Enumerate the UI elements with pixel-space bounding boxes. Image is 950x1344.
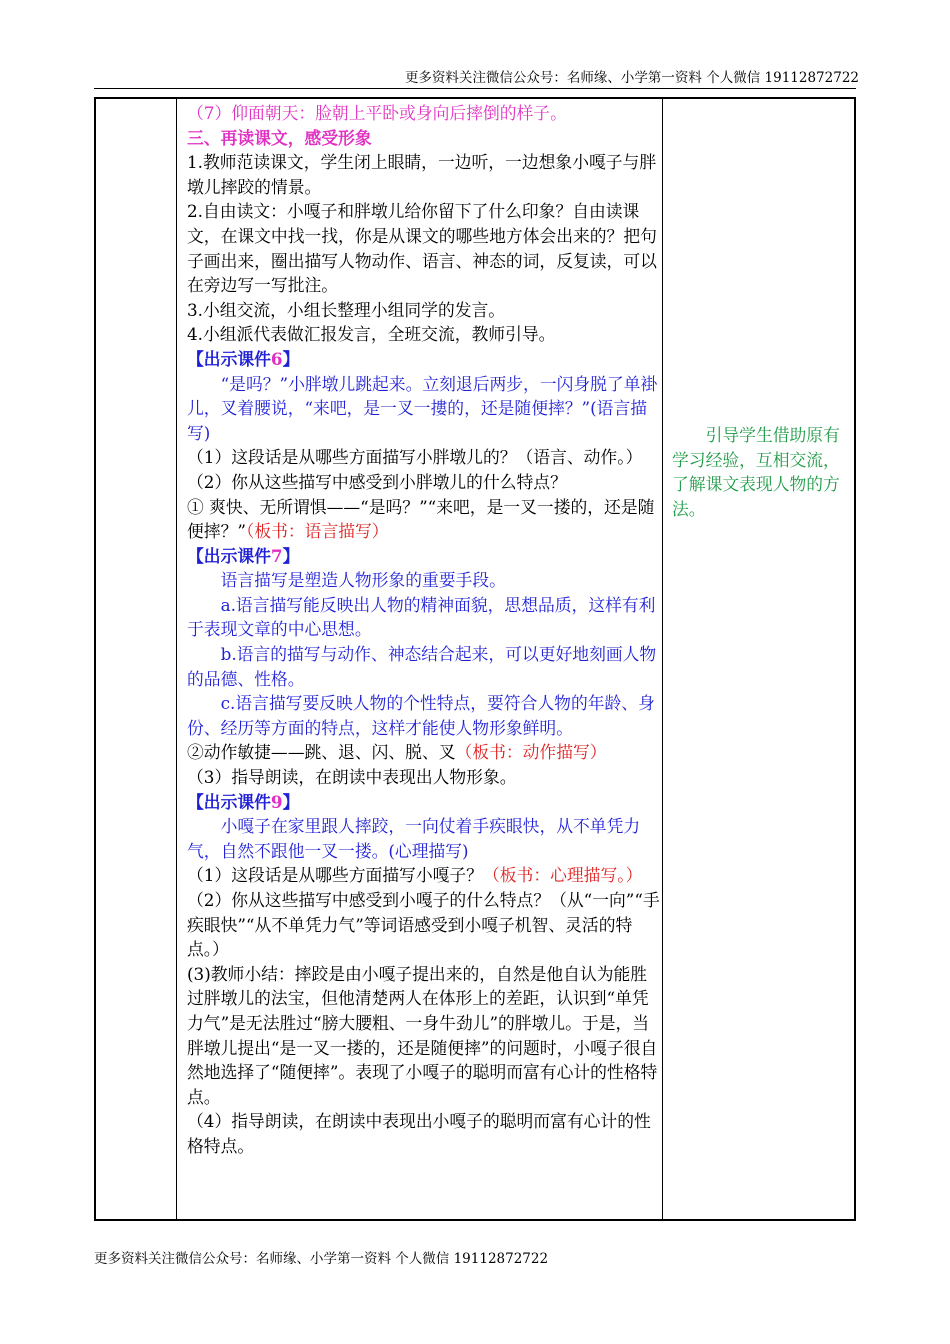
answer-text: ① 爽快、无所谓惧——“是吗？”“来吧，是一叉一搂的，还是随便摔？” (187, 496, 655, 542)
board-note: （板书：语言描写） (245, 521, 389, 542)
lesson-content-cell (187, 101, 661, 1159)
step-4: 4.小组派代表做汇报发言，全班交流，教师引导。 (187, 324, 556, 345)
board-note: （板书：动作描写） (455, 742, 607, 763)
question-1: （1）这段话是从哪些方面描写小胖墩儿的？（语言、动作。） (187, 447, 643, 468)
language-description-a: a.语言描写能反映出人物的精神面貌，思想品质，这样有利于表现文章的中心思想。 (187, 594, 656, 640)
column-divider-right (662, 99, 663, 1219)
slide-marker-close: 】 (282, 348, 300, 369)
question-text: （1）这段话是从哪些方面描写小嘎子？ (187, 865, 483, 886)
answer-2 (187, 740, 661, 765)
design-intent-note: 引导学生借助原有学习经验，互相交流，了解课文表现人物的方法。 (672, 425, 840, 519)
answer-1 (187, 495, 661, 544)
question-6: （4）指导朗读，在朗读中表现出小嘎子的聪明而富有心计的性格特点。 (187, 1111, 651, 1156)
vocab-item-7: （7）仰面朝天：脸朝上平卧或身向后摔倒的样子。 (187, 103, 567, 123)
slide-marker-7 (187, 544, 661, 569)
slide-marker-6 (187, 347, 661, 372)
answer-text: ②动作敏捷——跳、退、闪、脱、叉 (187, 742, 456, 763)
step-1: 1.教师范读课文，学生闭上眼睛，一边听，一边想象小嘎子与胖墩儿摔跤的情景。 (187, 152, 657, 197)
step-3: 3.小组交流，小组长整理小组同学的发言。 (187, 299, 506, 320)
header-rule (94, 88, 856, 89)
slide-marker-9 (187, 790, 661, 815)
language-description-b: b.语言的描写与动作、神态结合起来，可以更好地刻画人物的品德、性格。 (187, 644, 657, 689)
language-description-c: c.语言描写要反映人物的个性特点，要符合人物的年龄、身份、经历等方面的特点，这样才能使人物形象鲜明。 (187, 693, 655, 738)
teacher-summary: (3)教师小结：摔跤是由小嘎子提出来的，自然是他自认为能胜过胖墩儿的法宝，但他清楚两人在体形上的差距，认识到“单凭力气”是无法胜过“膀大腰粗、一身牛劲儿”的胖墩儿。于是，当胖墩儿提出“是一叉一搂的，还是随便摔”的问题时，小嘎子很自然地选择了“随便摔”。表现了小嘎子的聪明而富有心计的性格特点。 (187, 963, 658, 1107)
column-divider-left (176, 99, 177, 1219)
quote-passage-1: “是吗？”小胖墩儿跳起来。立刻退后两步，一闪身脱了单褂儿，叉着腰说，“来吧，是一叉一摟的，还是随便摔？”(语言描写) (187, 373, 658, 443)
question-4 (187, 863, 661, 888)
lesson-table (94, 97, 856, 1221)
language-description-intro: 语言描写是塑造人物形象的重要手段。 (220, 570, 506, 591)
slide-marker-close: 】 (282, 545, 300, 566)
section-heading: 三、再读课文，感受形象 (187, 127, 372, 148)
slide-marker-close: 】 (282, 791, 300, 812)
question-3: （3）指导朗读，在朗读中表现出人物形象。 (187, 767, 517, 788)
board-note: （板书：心理描写。） (482, 865, 643, 886)
slide-number: 6 (270, 348, 283, 369)
slide-marker-label: 【出示课件 (187, 791, 271, 812)
step-2: 2.自由读文：小嘎子和胖墩儿给你留下了什么印象？自由读课文，在课文中找一找，你是从课文的哪些地方体会出来的？把句子画出来，圈出描写人物动作、语言、神态的词，反复读，可以在旁边写一写批注。 (187, 201, 657, 296)
page-footer: 更多资料关注微信公众号：名师缘、小学第一资料 个人微信 19112872722 (94, 1251, 549, 1267)
page-header: 更多资料关注微信公众号：名师缘、小学第一资料 个人微信 19112872722 (404, 70, 859, 86)
slide-marker-label: 【出示课件 (187, 348, 271, 369)
slide-marker-label: 【出示课件 (187, 545, 271, 566)
question-5: （2）你从这些描写中感受到小嘎子的什么特点？（从“一向”“手疾眼快”“从不单凭力气”等词语感受到小嘎子机智、灵活的特点。） (187, 890, 660, 960)
slide-number: 7 (270, 545, 283, 566)
slide-number: 9 (270, 791, 283, 812)
question-2: （2）你从这些描写中感受到小胖墩儿的什么特点？ (187, 471, 567, 492)
quote-passage-2: 小嘎子在家里跟人摔跤，一向仗着手疾眼快，从不单凭力气，自然不跟他一叉一搂。(心理描写) (187, 816, 641, 861)
